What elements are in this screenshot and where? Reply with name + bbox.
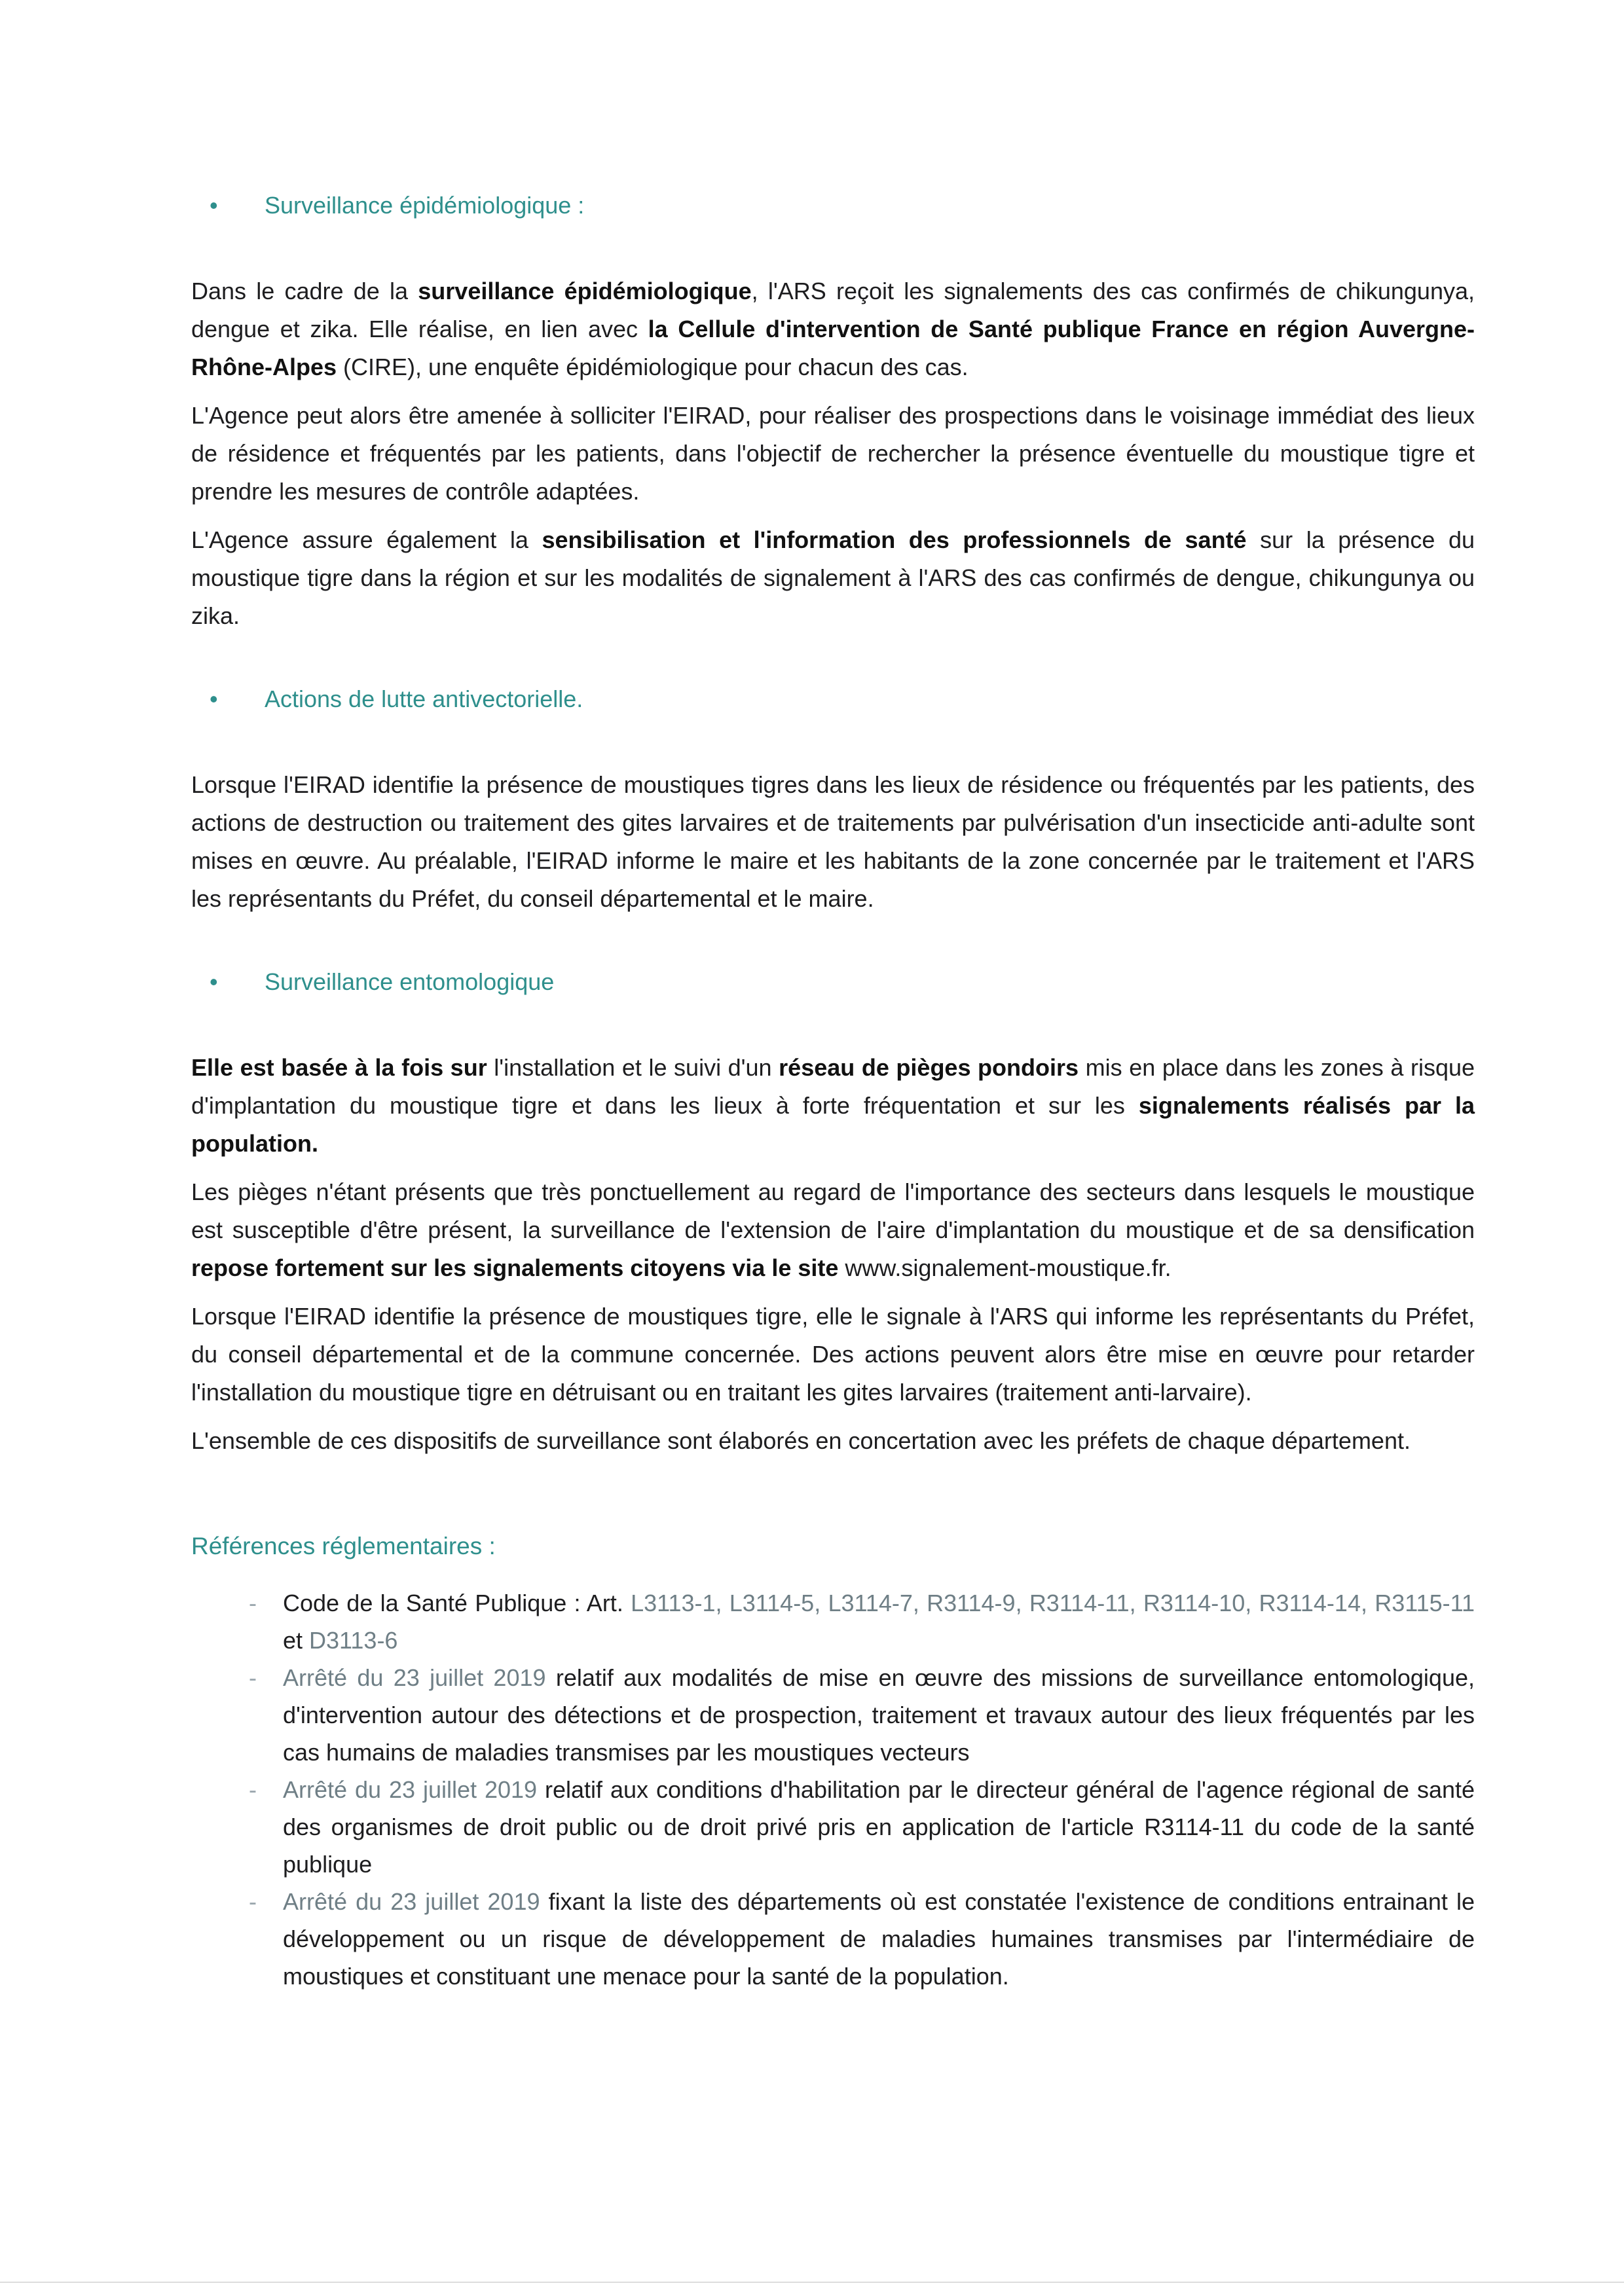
dash-bullet-icon: - [249,1590,257,1616]
paragraph [191,521,1475,635]
paragraph: Lorsque l'EIRAD identifie la présence de moustiques tigres dans les lieux de résidence ou fréquentés par les patients, des actions de destruction ou traitement des gites larvaires et de traitements par pulvérisation d'un insecticide anti-adulte sont mises en œuvre. Au préalable, l'EIRAD informe le maire et les habitants de la zone concernée par le traitement et l'ARS les représentants du Préfet, du conseil départemental et le maire. [191,771,1475,912]
section-heading-text: Actions de lutte antivectorielle. [265,685,583,712]
website-link-text: www.signalement-moustique.fr. [838,1254,1172,1281]
bold-run: sensibilisation et l'information des professionnels de santé [542,526,1247,553]
dash-bullet-icon: - [249,1664,257,1691]
reference-item [249,1584,1475,1659]
reference-item [249,1771,1475,1883]
dash-bullet-icon: - [249,1776,257,1803]
paragraph: Lorsque l'EIRAD identifie la présence de moustiques tigre, elle le signale à l'ARS qui informe les représentants du Préfet, du conseil départemental et de la commune concernée. Des actions peuvent alors être mise en œuvre pour retarder l'installation du moustique tigre en détruisant ou en traitant les gites larvaires (traitement anti-larvaire). [191,1303,1475,1406]
text-run: (CIRE), une enquête épidémiologique pour chacun des cas. [337,354,969,380]
text-run: , l'ARS reçoit les signalements des cas confirmés de chikungunya, dengue et zika. Elle réalise, en lien avec [191,278,1475,342]
bold-run: repose fortement sur les signalements citoyens via le site [191,1254,839,1281]
reference-item [249,1659,1475,1771]
section-heading-lutte-antivectorielle [210,683,1475,715]
bullet-icon: • [210,192,218,219]
paragraph [191,1173,1475,1287]
text-run: L3113-1, L3114-5, L3114-7, R3114-9, R3114-11, R3114-10, R3114-14, R3115-11 [631,1590,1475,1616]
spacer [191,646,1475,683]
section-heading-epidemiologique [210,190,1475,221]
text-run: mis en place dans les zones à risque d'implantation du moustique tigre et dans les lieux à forte fréquentation et sur les [191,1054,1475,1119]
bold-run: la Cellule d'intervention de Santé publique France en région Auvergne-Rhône-Alpes [191,316,1475,380]
section-heading-entomologique [210,966,1475,998]
text-run: Les pièges n'étant présents que très ponctuellement au regard de l'importance des secteurs dans lesquels le moustique est susceptible d'être présent, la surveillance de l'extension de l'aire d'implantation du moustique et de sa densification [191,1178,1475,1243]
bold-run: signalements réalisés par la population. [191,1092,1475,1157]
paragraph [191,272,1475,386]
bold-run: Elle est basée à la fois sur [191,1054,487,1081]
text-run: Arrêté du 23 juillet 2019 [283,1664,546,1691]
references-title: Références réglementaires : [191,1533,496,1559]
references-list [191,1584,1475,1995]
text-run: fixant la liste des départements où est constatée l'existence de conditions entrainant le développement ou un risque de développement de maladies humaines transmises par l'intermédiaire de moustiques et constituant une menace pour la santé de la population. [283,1888,1475,1990]
paragraph [191,1049,1475,1163]
section-heading-text: Surveillance entomologique [265,968,555,995]
text-run: et [283,1627,310,1654]
text-run: L'Agence assure également la [191,526,542,553]
text-run: sur la présence du moustique tigre dans la région et sur les modalités de signalement à l'ARS des cas confirmés de dengue, chikungunya ou zika. [191,526,1475,629]
bold-run: surveillance épidémiologique [418,278,752,304]
text-run: Dans le cadre de la [191,278,418,304]
text-run: relatif aux conditions d'habilitation par le directeur général de l'agence régional de santé des organismes de droit public ou de droit privé pris en application de l'article R3114-11 du code de la santé publique [283,1776,1475,1878]
bullet-icon: • [210,968,218,995]
page-bottom-rule [0,2282,1624,2283]
text-run: relatif aux modalités de mise en œuvre des missions de surveillance entomologique, d'intervention autour des détections et de prospection, traitement et travaux autour des lieux fréquentés par les cas humains de maladies transmises par les moustiques vecteurs [283,1664,1475,1766]
paragraph: L'ensemble de ces dispositifs de surveillance sont élaborés en concertation avec les préfets de chaque département. [191,1427,1411,1454]
section-heading-text: Surveillance épidémiologique : [265,192,585,219]
reference-item [249,1883,1475,1995]
text-run: Arrêté du 23 juillet 2019 [283,1888,540,1915]
bold-run: réseau de pièges pondoirs [779,1054,1079,1081]
paragraph: L'Agence peut alors être amenée à solliciter l'EIRAD, pour réaliser des prospections dans le voisinage immédiat des lieux de résidence et fréquentés par les patients, dans l'objectif de rechercher la présence éventuelle du moustique tigre et prendre les mesures de contrôle adaptées. [191,402,1475,505]
dash-bullet-icon: - [249,1888,257,1915]
text-run: Arrêté du 23 juillet 2019 [283,1776,538,1803]
text-run: Code de la Santé Publique : Art. [283,1590,631,1616]
document-content [191,190,1475,1995]
bullet-icon: • [210,685,218,712]
text-run: l'installation et le suivi d'un [487,1054,779,1081]
text-run: D3113-6 [309,1627,398,1654]
spacer [191,928,1475,966]
